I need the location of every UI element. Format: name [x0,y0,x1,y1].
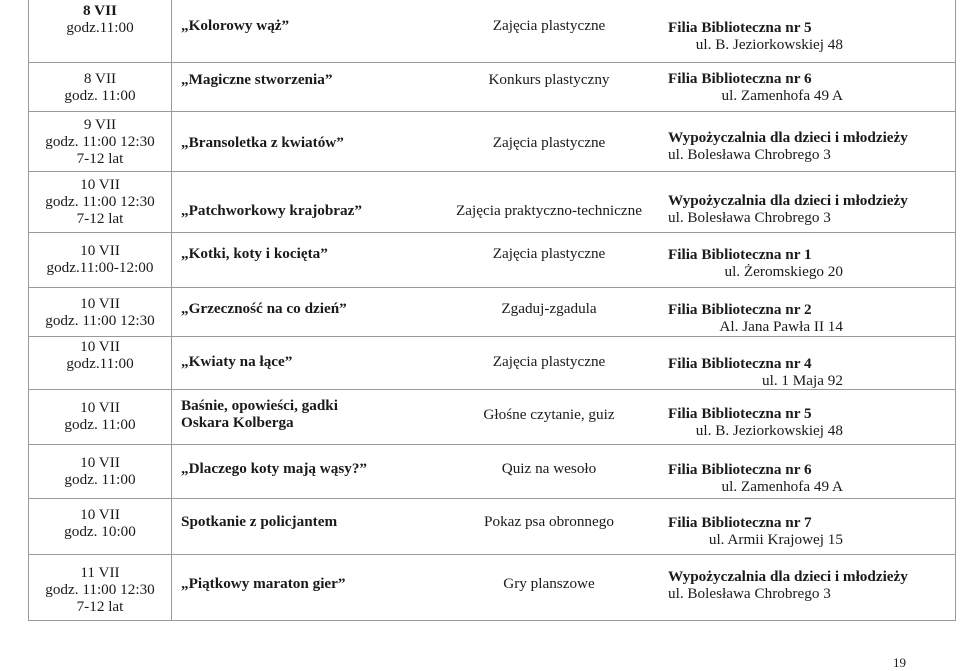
table-row [29,62,955,111]
event-title: „Kwiaty na łące” [181,352,293,370]
event-date: 8 VII godz. 11:00 [64,70,136,104]
event-place: Wypożyczalnia dla dzieci i młodzieży ul. Bolesława Chrobrego 3 [668,568,908,602]
event-date: 10 VII godz. 11:00 12:30 [45,295,155,329]
event-title: Spotkanie z policjantem [181,512,338,530]
event-date: 10 VII godz. 10:00 [64,506,136,540]
event-title: „Kolorowy wąż” [181,16,290,34]
event-place: Filia Biblioteczna nr 2 Al. Jana Pawła II 14 [668,301,843,335]
table-row [29,287,955,336]
event-form: Quiz na wesoło [501,459,597,477]
event-form: Głośne czytanie, guiz [483,405,615,423]
table-row [29,336,955,389]
event-date: 10 VII godz. 11:00 [64,399,136,433]
event-form: Pokaz psa obronnego [484,512,614,530]
event-place: Filia Biblioteczna nr 4 ul. 1 Maja 92 [668,355,843,389]
event-form: Zajęcia praktyczno-techniczne [456,201,642,219]
event-form: Konkurs plastyczny [488,70,610,88]
event-date: 10 VII godz. 11:00 12:30 7-12 lat [45,175,155,227]
table-row [29,171,955,232]
event-place: Wypożyczalnia dla dzieci i młodzieży ul. Bolesława Chrobrego 3 [668,129,908,163]
event-date: 9 VII godz. 11:00 12:30 7-12 lat [45,115,155,167]
event-place: Filia Biblioteczna nr 6 ul. Zamenhofa 49 A [668,461,843,495]
event-title: Baśnie, opowieści, gadki Oskara Kolberga [181,397,338,431]
table-row [29,444,955,498]
event-place: Filia Biblioteczna nr 5 ul. B. Jeziorkowskiej 48 [668,405,843,439]
table-row [29,232,955,287]
event-form: Zajęcia plastyczne [492,16,606,34]
event-form: Zajęcia plastyczne [492,244,606,262]
events-table [28,0,956,621]
event-date: 10 VII godz. 11:00 [64,454,136,488]
event-place: Filia Biblioteczna nr 1 ul. Żeromskiego 20 [668,246,843,280]
event-place: Filia Biblioteczna nr 7 ul. Armii Krajowej 15 [668,514,843,548]
table-row [29,498,955,554]
event-form: Gry planszowe [503,574,595,592]
page-number: 19 [893,655,906,670]
event-title: „Patchworkowy krajobraz” [181,201,362,219]
event-place: Wypożyczalnia dla dzieci i młodzieży ul. Bolesława Chrobrego 3 [668,192,908,226]
event-title: „Dlaczego koty mają wąsy?” [181,459,368,477]
event-form: Zajęcia plastyczne [492,352,606,370]
event-title: „Bransoletka z kwiatów” [181,133,344,151]
event-form: Zgaduj-zgadula [501,299,597,317]
event-place: Filia Biblioteczna nr 6 ul. Zamenhofa 49 A [668,70,843,104]
event-title: „Piątkowy maraton gier” [181,574,346,592]
event-date: 11 VII godz. 11:00 12:30 7-12 lat [45,563,155,615]
table-row [29,389,955,444]
event-form: Zajęcia plastyczne [492,133,606,151]
table-row [29,111,955,171]
event-date: 10 VII godz.11:00 [66,338,134,372]
event-date: 10 VII godz.11:00-12:00 [46,242,154,276]
table-row [29,554,955,620]
table-row [29,0,955,62]
event-title: „Magiczne stworzenia” [181,70,333,88]
event-date: 8 VII godz.11:00 [66,2,134,36]
event-title: „Grzeczność na co dzień” [181,299,347,317]
event-place: Filia Biblioteczna nr 5 ul. B. Jeziorkowskiej 48 [668,19,843,53]
event-title: „Kotki, koty i kocięta” [181,244,328,262]
